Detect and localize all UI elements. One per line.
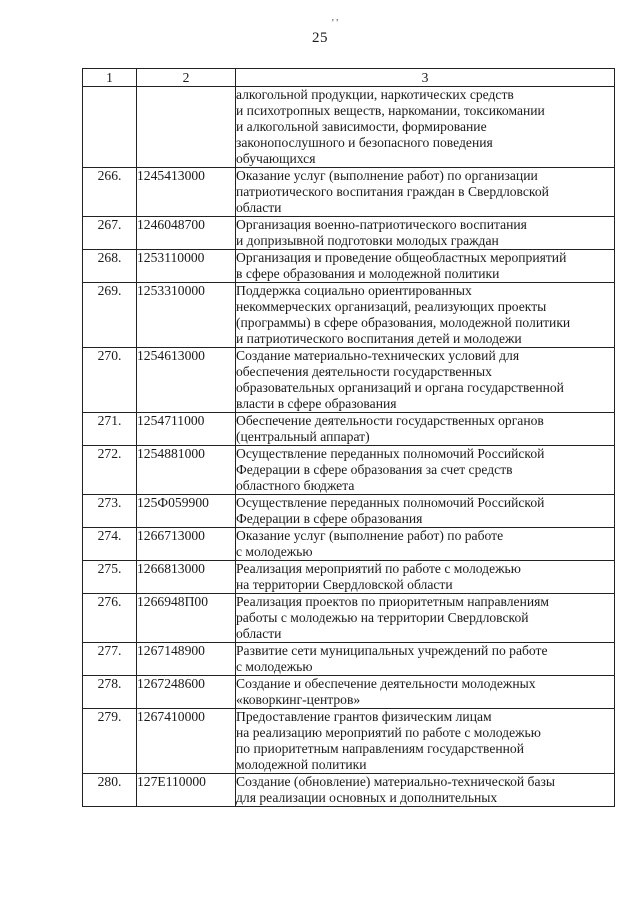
row-name-line: Реализация мероприятий по работе с молодежью <box>236 561 521 576</box>
row-name-cell <box>236 217 615 250</box>
row-number-cell: 270. <box>83 348 137 413</box>
row-name-line: патриотического воспитания граждан в Свердловской <box>236 184 549 199</box>
table-row <box>83 446 615 495</box>
row-name-cell <box>236 774 615 807</box>
row-name-cell <box>236 348 615 413</box>
row-name-line: Организация и проведение общеобластных мероприятий <box>236 250 567 265</box>
row-name-line: Создание и обеспечение деятельности молодежных <box>236 676 536 691</box>
row-name-line: по приоритетным направлениям государственной <box>236 741 524 756</box>
table-row <box>83 676 615 709</box>
row-name-line: Реализация проектов по приоритетным направлениям <box>236 594 549 609</box>
row-code-cell: 1253110000 <box>137 250 236 283</box>
row-name-line: в сфере образования и молодежной политики <box>236 266 500 281</box>
row-code-cell: 127Е110000 <box>137 774 236 807</box>
row-name-line: (программы) в сфере образования, молодежной политики <box>236 315 571 330</box>
row-name-line: некоммерческих организаций, реализующих проекты <box>236 299 547 314</box>
row-number-cell: 276. <box>83 594 137 643</box>
table-row <box>83 348 615 413</box>
row-number-cell: 279. <box>83 709 137 774</box>
row-code-cell: 1267248600 <box>137 676 236 709</box>
row-name-cell <box>236 528 615 561</box>
row-name-cell <box>236 250 615 283</box>
row-name-line: обеспечения деятельности государственных <box>236 364 492 379</box>
row-name-line: с молодежью <box>236 544 313 559</box>
row-name-line: (центральный аппарат) <box>236 429 370 444</box>
row-name-cell <box>236 676 615 709</box>
row-name-line: Оказание услуг (выполнение работ) по работе <box>236 528 504 543</box>
row-name-line: Предоставление грантов физическим лицам <box>236 709 492 724</box>
row-name-line: и патриотического воспитания детей и молодежи <box>236 331 522 346</box>
column-header-3: 3 <box>236 69 615 87</box>
table-row <box>83 594 615 643</box>
table-row <box>83 528 615 561</box>
table-row <box>83 413 615 446</box>
row-code-cell: 1254881000 <box>137 446 236 495</box>
row-code-cell: 1246048700 <box>137 217 236 250</box>
row-code-cell: 1266813000 <box>137 561 236 594</box>
row-code-cell: 125Ф059900 <box>137 495 236 528</box>
table-row <box>83 643 615 676</box>
row-name-line: Развитие сети муниципальных учреждений по работе <box>236 643 548 658</box>
row-name-line: Создание (обновление) материально-технической базы <box>236 774 555 789</box>
row-name-cell <box>236 283 615 348</box>
row-name-line: молодежной политики <box>236 757 367 772</box>
row-name-line: и психотропных веществ, наркомании, токсикомании <box>236 103 545 118</box>
row-name-line: власти в сфере образования <box>236 396 397 411</box>
row-number-cell <box>83 87 137 168</box>
row-code-cell: 1254613000 <box>137 348 236 413</box>
row-name-line: законопослушного и безопасного поведения <box>236 135 493 150</box>
table-row <box>83 283 615 348</box>
table-row <box>83 250 615 283</box>
row-number-cell: 275. <box>83 561 137 594</box>
row-name-line: для реализации основных и дополнительных <box>236 790 498 805</box>
row-name-line: с молодежью <box>236 659 313 674</box>
row-name-line: Оказание услуг (выполнение работ) по организации <box>236 168 538 183</box>
row-number-cell: 277. <box>83 643 137 676</box>
row-name-line: алкогольной продукции, наркотических средств <box>236 87 514 102</box>
row-name-cell <box>236 594 615 643</box>
row-name-cell <box>236 561 615 594</box>
row-name-line: Обеспечение деятельности государственных органов <box>236 413 544 428</box>
row-name-cell <box>236 495 615 528</box>
row-name-line: на реализацию мероприятий по работе с молодежью <box>236 725 541 740</box>
row-code-cell: 1253310000 <box>137 283 236 348</box>
row-name-line: обучающихся <box>236 151 316 166</box>
row-name-line: и алкогольной зависимости, формирование <box>236 119 487 134</box>
row-name-cell <box>236 709 615 774</box>
row-name-line: Федерации в сфере образования за счет средств <box>236 462 513 477</box>
row-code-cell <box>137 87 236 168</box>
table-body <box>83 87 615 807</box>
row-name-line: Поддержка социально ориентированных <box>236 283 472 298</box>
row-number-cell: 268. <box>83 250 137 283</box>
row-code-cell: 1266713000 <box>137 528 236 561</box>
row-name-line: работы с молодежью на территории Свердловской <box>236 610 529 625</box>
row-name-line: Создание материально-технических условий для <box>236 348 520 363</box>
row-name-line: Организация военно-патриотического воспитания <box>236 217 527 232</box>
table-row <box>83 168 615 217</box>
row-name-cell <box>236 413 615 446</box>
row-name-cell <box>236 446 615 495</box>
row-name-line: области <box>236 626 282 641</box>
row-code-cell: 1267410000 <box>137 709 236 774</box>
table-row <box>83 774 615 807</box>
row-name-line: и допризывной подготовки молодых граждан <box>236 233 499 248</box>
row-name-cell <box>236 87 615 168</box>
table-header-row <box>83 69 615 87</box>
table-row-continuation <box>83 87 615 168</box>
row-code-cell: 1245413000 <box>137 168 236 217</box>
budget-code-table <box>82 68 615 807</box>
row-code-cell: 1254711000 <box>137 413 236 446</box>
row-number-cell: 267. <box>83 217 137 250</box>
row-number-cell: 273. <box>83 495 137 528</box>
scan-marks: ' ' <box>332 18 339 29</box>
row-number-cell: 266. <box>83 168 137 217</box>
row-number-cell: 271. <box>83 413 137 446</box>
row-name-line: «коворкинг-центров» <box>236 692 361 707</box>
row-code-cell: 1267148900 <box>137 643 236 676</box>
row-name-line: образовательных организаций и органа государственной <box>236 380 564 395</box>
row-name-line: на территории Свердловской области <box>236 577 453 592</box>
row-name-line: Осуществление переданных полномочий Российской <box>236 495 545 510</box>
row-number-cell: 274. <box>83 528 137 561</box>
row-name-line: Осуществление переданных полномочий Российской <box>236 446 545 461</box>
row-name-line: областного бюджета <box>236 478 355 493</box>
row-number-cell: 278. <box>83 676 137 709</box>
table-row <box>83 709 615 774</box>
page-number: 25 <box>312 30 328 46</box>
table-row <box>83 217 615 250</box>
column-header-1: 1 <box>83 69 137 87</box>
row-name-line: Федерации в сфере образования <box>236 511 423 526</box>
row-code-cell: 1266948П00 <box>137 594 236 643</box>
row-number-cell: 269. <box>83 283 137 348</box>
row-name-cell <box>236 168 615 217</box>
row-name-cell <box>236 643 615 676</box>
row-name-line: области <box>236 200 282 215</box>
table-row <box>83 561 615 594</box>
row-number-cell: 280. <box>83 774 137 807</box>
table-row <box>83 495 615 528</box>
column-header-2: 2 <box>137 69 236 87</box>
row-number-cell: 272. <box>83 446 137 495</box>
